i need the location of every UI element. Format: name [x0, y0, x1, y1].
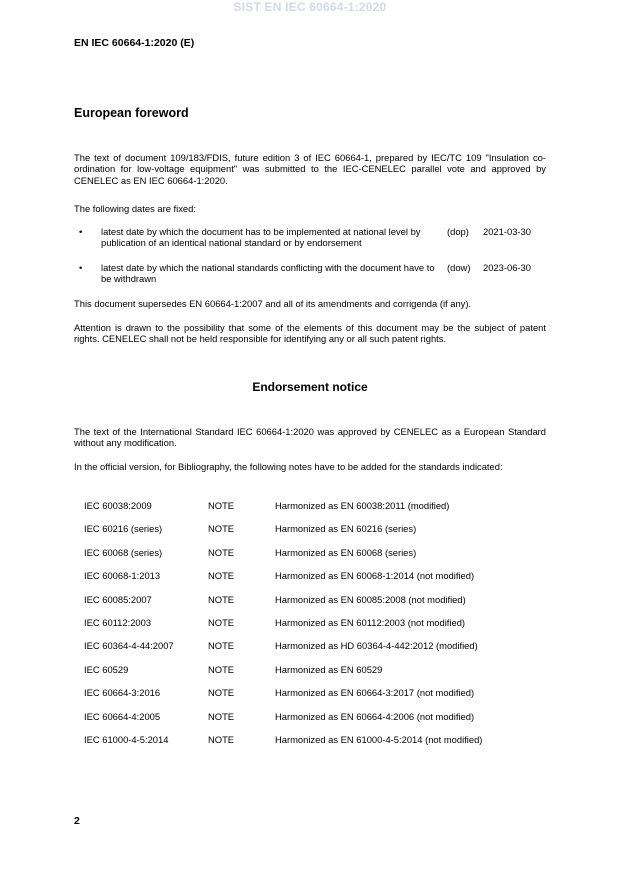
bullet-icon: • [79, 262, 83, 273]
endorsement-paragraph-1: The text of the International Standard IEC 60664-1:2020 was approved by CENELEC as a European Standard without any modification. [74, 426, 546, 449]
note-standard: IEC 60664-3:2016 [84, 687, 161, 699]
note-row [84, 547, 554, 570]
bullet-text: latest date by which the document has to be implemented at national level by publication of an identical national standard or by endorsement [101, 226, 421, 249]
watermark: SIST EN IEC 60664-1:2020 [233, 0, 387, 14]
note-row [84, 640, 554, 663]
note-standard: IEC 60112:2003 [84, 616, 152, 628]
note-label: NOTE [208, 640, 235, 652]
bullet-text: latest date by which the national standards conflicting with the document have to be withdrawn [101, 262, 435, 285]
foreword-paragraph-2: The following dates are fixed: [74, 203, 196, 214]
note-text: Harmonized as EN 60038:2011 (modified) [275, 500, 450, 511]
note-text: Harmonized as EN 60068 (series) [275, 546, 417, 558]
note-standard: IEC 60364-4-44:2007 [84, 640, 174, 652]
note-label: NOTE [208, 546, 235, 558]
endorsement-paragraph-2: In the official version, for Bibliography, the following notes have to be added for the standards indicated: [74, 461, 503, 472]
note-standard: IEC 60068-1:2013 [84, 570, 161, 582]
note-label: NOTE [208, 616, 235, 628]
note-label: NOTE [208, 593, 235, 605]
note-label: NOTE [208, 733, 235, 745]
bullet-code: (dow) [447, 262, 471, 273]
note-text: Harmonized as EN 61000-4-5:2014 (not modified) [275, 733, 483, 745]
foreword-paragraph-1: The text of document 109/183/FDIS, future edition 3 of IEC 60664-1, prepared by IEC/TC 109 "Insulation co-ordination for low-voltage equipment" was submitted to the IEC-CENELEC parallel vote and approved by CENELEC as EN IEC 60664-1:2020. [74, 152, 546, 186]
note-standard: IEC 60664-4:2005 [84, 710, 161, 722]
note-label: NOTE [208, 570, 235, 582]
note-row [84, 734, 554, 757]
bullet-code: (dop) [447, 226, 469, 237]
note-standard: IEC 60085:2007 [84, 593, 152, 605]
bullet-date: 2021-03-30 [483, 226, 531, 237]
note-text: Harmonized as EN 60664-3:2017 (not modified) [275, 687, 475, 699]
note-text: Harmonized as EN 60529 [275, 663, 383, 675]
note-text: Harmonized as EN 60216 (series) [275, 523, 417, 535]
note-standard: IEC 60068 (series) [84, 546, 163, 558]
note-row [84, 594, 554, 617]
note-row [84, 500, 554, 523]
note-standard: IEC 61000-4-5:2014 [84, 733, 169, 745]
foreword-paragraph-3: This document supersedes EN 60664-1:2007 and all of its amendments and corrigenda (if any). [74, 298, 472, 309]
note-row [84, 687, 554, 710]
note-row [84, 664, 554, 687]
foreword-title: European foreword [74, 106, 189, 120]
note-text: Harmonized as HD 60364-4-442:2012 (modified) [275, 640, 478, 652]
note-label: NOTE [208, 687, 235, 699]
note-row [84, 617, 554, 640]
note-standard: IEC 60038:2009 [84, 500, 152, 511]
note-row [84, 711, 554, 734]
note-label: NOTE [208, 500, 235, 511]
note-text: Harmonized as EN 60664-4:2006 (not modified) [275, 710, 475, 722]
note-row [84, 570, 554, 593]
endorsement-title: Endorsement notice [252, 380, 368, 394]
foreword-paragraph-4: Attention is drawn to the possibility that some of the elements of this document may be the subject of patent rights. CENELEC shall not be held responsible for identifying any or all such patent rights. [74, 322, 546, 345]
note-text: Harmonized as EN 60085:2008 (not modified) [275, 593, 466, 605]
note-label: NOTE [208, 523, 235, 535]
page-number: 2 [74, 815, 80, 827]
document-id-header: EN IEC 60664-1:2020 (E) [74, 37, 195, 49]
note-row [84, 523, 554, 546]
note-text: Harmonized as EN 60068-1:2014 (not modified) [275, 570, 475, 582]
note-label: NOTE [208, 710, 235, 722]
note-label: NOTE [208, 663, 235, 675]
note-standard: IEC 60529 [84, 663, 129, 675]
note-text: Harmonized as EN 60112:2003 (not modified) [275, 616, 466, 628]
bibliography-notes-list [84, 500, 554, 757]
note-standard: IEC 60216 (series) [84, 523, 163, 535]
bullet-date: 2023-06-30 [483, 262, 531, 273]
bullet-icon: • [79, 226, 83, 237]
